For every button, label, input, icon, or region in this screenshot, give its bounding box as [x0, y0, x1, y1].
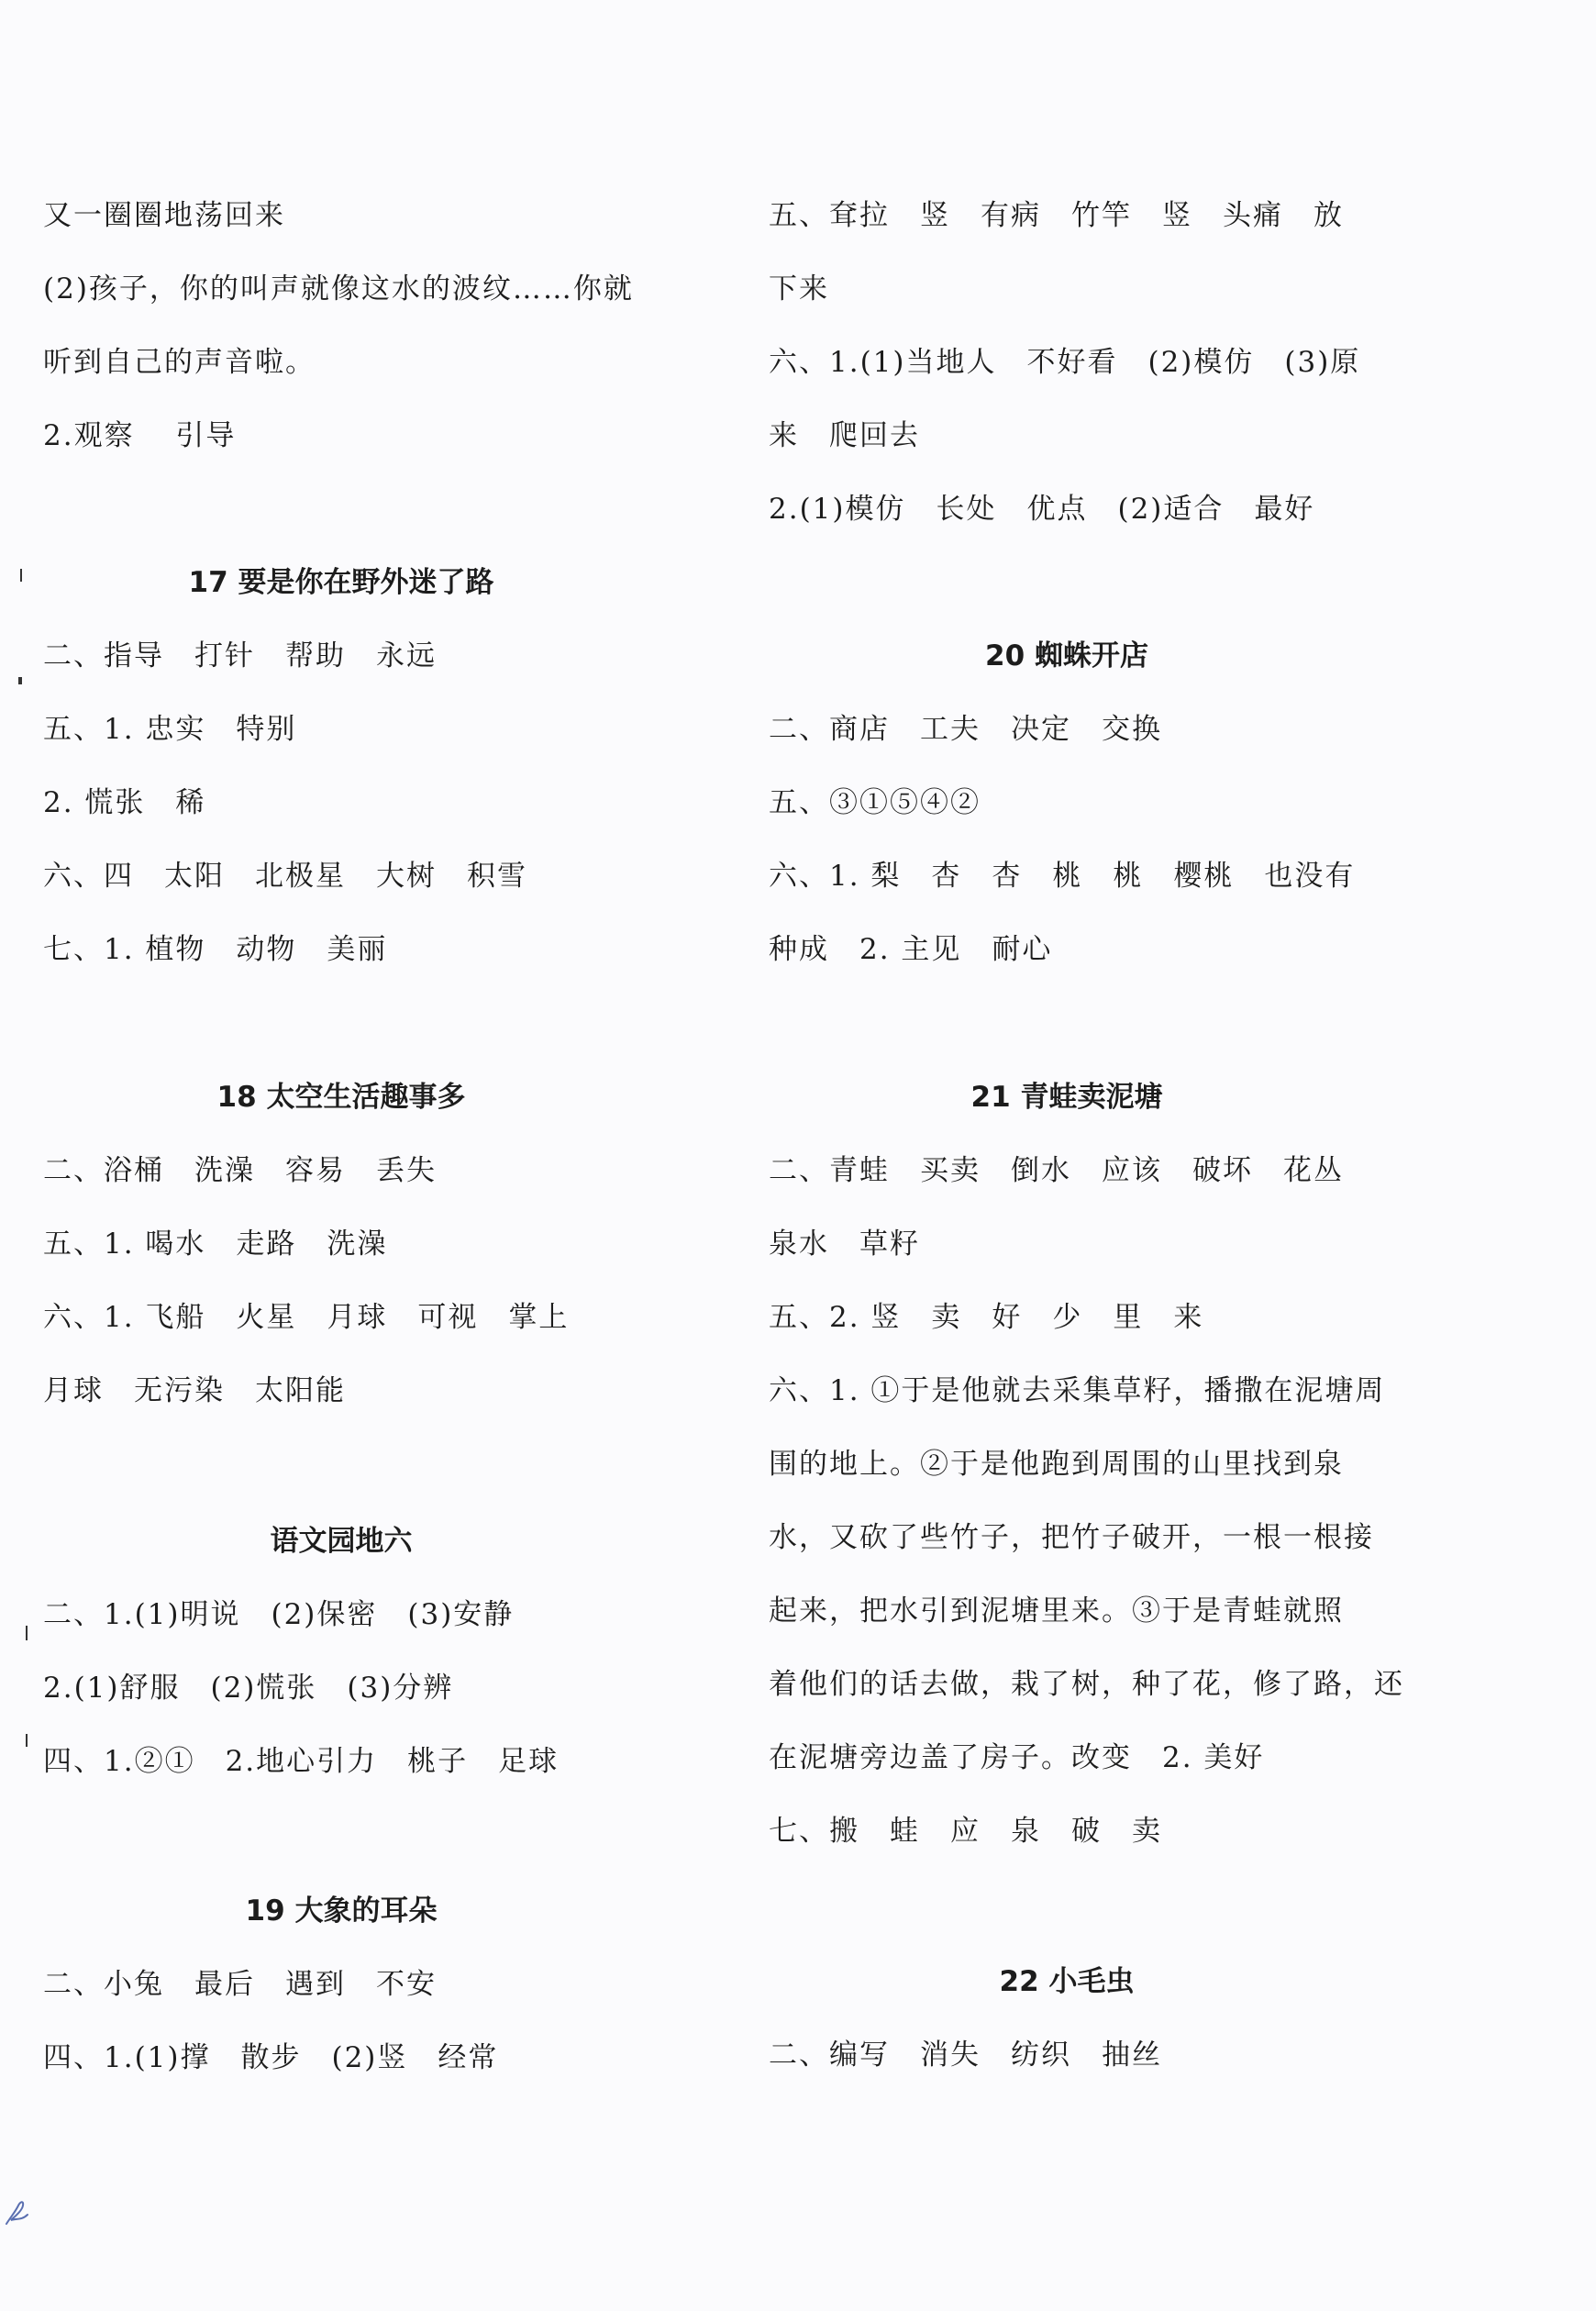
section-heading: 20 蜘蛛开店 — [985, 639, 1148, 672]
answer-line: 来 爬回去 — [769, 419, 920, 452]
answer-line: 泉水 草籽 — [769, 1228, 920, 1261]
answer-line: 围的地上。②于是他跑到周围的山里找到泉 — [769, 1448, 1344, 1481]
answer-line: 五、③①⑤④② — [769, 786, 981, 819]
section-heading: 语文园地六 — [270, 1525, 413, 1558]
section-heading: 22 小毛虫 — [999, 1965, 1135, 1998]
answer-line: 四、1.(1)撑 散步 (2)竖 经常 — [43, 2041, 499, 2074]
answer-line: 四、1.②① 2.地心引力 桃子 足球 — [43, 1745, 560, 1778]
margin-mark — [20, 569, 22, 582]
answer-line: 二、指导 打针 帮助 永远 — [43, 639, 437, 672]
answer-line: 听到自己的声音啦。 — [43, 346, 316, 379]
margin-mark — [26, 1734, 28, 1747]
answer-line: 六、1. ①于是他就去采集草籽，播撒在泥塘周 — [769, 1374, 1386, 1407]
answer-line: 二、小兔 最后 遇到 不安 — [43, 1968, 437, 2001]
answer-line: 五、2. 竖 卖 好 少 里 来 — [769, 1301, 1204, 1334]
answer-line: 2. 慌张 稀 — [43, 786, 206, 819]
answer-line: 二、浴桶 洗澡 容易 丢失 — [43, 1154, 437, 1187]
answer-line: 六、1. 梨 杏 杏 桃 桃 樱桃 也没有 — [769, 860, 1356, 893]
section-heading: 18 太空生活趣事多 — [216, 1081, 466, 1114]
answer-line: 下来 — [769, 272, 829, 306]
answer-line: 七、1. 植物 动物 美丽 — [43, 933, 388, 966]
answer-line: 2.(1)模仿 长处 优点 (2)适合 最好 — [769, 493, 1315, 526]
answer-line: (2)孩子，你的叫声就像这水的波纹……你就 — [43, 272, 634, 306]
answer-line: 着他们的话去做，栽了树，种了花，修了路，还 — [769, 1668, 1404, 1701]
answer-line: 在泥塘旁边盖了房子。改变 2. 美好 — [769, 1741, 1265, 1774]
margin-mark — [26, 1626, 28, 1640]
margin-mark — [18, 677, 22, 684]
answer-line: 二、商店 工夫 决定 交换 — [769, 713, 1162, 746]
answer-line: 二、1.(1)明说 (2)保密 (3)安静 — [43, 1598, 515, 1631]
answer-line: 月球 无污染 太阳能 — [43, 1374, 346, 1407]
answer-line: 五、耷拉 竖 有病 竹竿 竖 头痛 放 — [769, 199, 1344, 232]
answer-line: 起来，把水引到泥塘里来。③于是青蛙就照 — [769, 1594, 1344, 1628]
answer-line: 五、1. 忠实 特别 — [43, 713, 297, 746]
section-heading: 19 大象的耳朵 — [245, 1894, 438, 1928]
answer-line: 2.观察 引导 — [43, 419, 237, 452]
answer-line: 二、编写 消失 纺织 抽丝 — [769, 2039, 1162, 2072]
answer-line: 五、1. 喝水 走路 洗澡 — [43, 1228, 388, 1261]
section-heading: 21 青蛙卖泥塘 — [970, 1081, 1163, 1114]
answer-line: 六、四 太阳 北极星 大树 积雪 — [43, 860, 527, 893]
answer-line: 二、青蛙 买卖 倒水 应该 破坏 花丛 — [769, 1154, 1344, 1187]
answer-line: 六、1.(1)当地人 不好看 (2)模仿 (3)原 — [769, 346, 1361, 379]
answer-line: 又一圈圈地荡回来 — [43, 199, 285, 232]
answer-line: 七、搬 蛙 应 泉 破 卖 — [769, 1815, 1162, 1848]
pen-scribble-icon — [4, 2193, 31, 2229]
answer-line: 六、1. 飞船 火星 月球 可视 掌上 — [43, 1301, 570, 1334]
section-heading: 17 要是你在野外迷了路 — [188, 566, 494, 599]
answer-line: 种成 2. 主见 耐心 — [769, 933, 1053, 966]
answer-line: 水，又砍了些竹子，把竹子破开，一根一根接 — [769, 1521, 1374, 1554]
answer-line: 2.(1)舒服 (2)慌张 (3)分辨 — [43, 1672, 454, 1705]
